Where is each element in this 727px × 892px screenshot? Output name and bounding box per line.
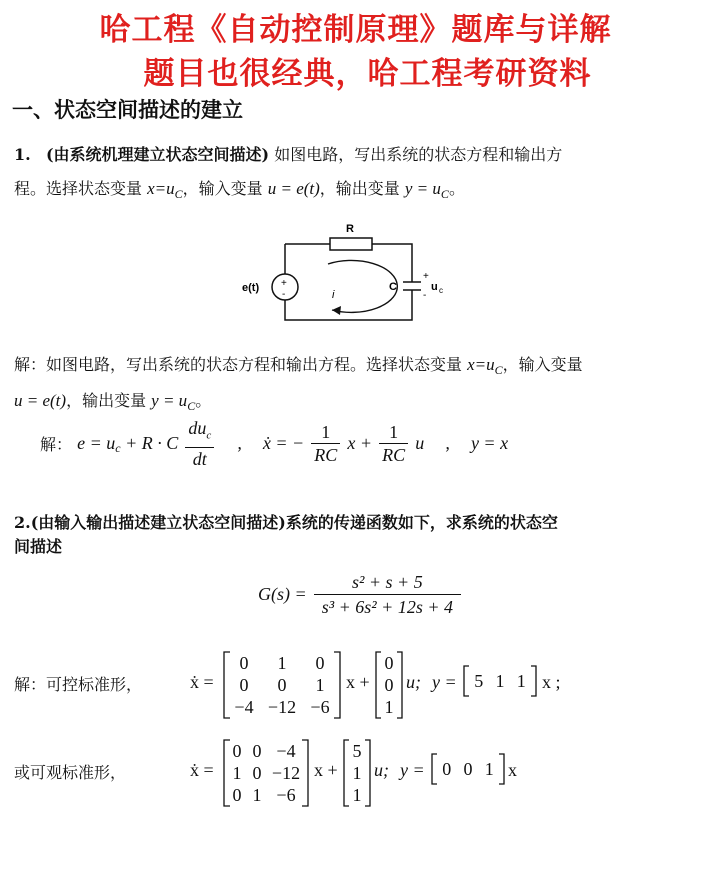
q2-line2: 间描述 xyxy=(14,537,63,556)
a1-text-b: ，输入变量 xyxy=(502,355,583,374)
a3-c2: 0 xyxy=(463,759,473,779)
a2-a11: 0 xyxy=(239,653,249,673)
a2-a23: 1 xyxy=(315,675,325,695)
a3-u-semi: u; xyxy=(374,760,389,780)
eq2-den2: RC xyxy=(382,444,406,465)
a2-xdot: ẋ = xyxy=(190,672,214,692)
a3-x-plus: x + xyxy=(314,760,338,780)
a3-label: 或可观标准形， xyxy=(14,763,127,782)
a3-a12: 0 xyxy=(252,741,262,761)
eq3: y = x xyxy=(470,432,509,453)
a1-var-u: u = e(t) xyxy=(14,391,67,410)
eq-comma1: , xyxy=(237,432,242,453)
a3-a11: 0 xyxy=(232,741,242,761)
a3-a32: 1 xyxy=(252,785,262,805)
q1-line1 xyxy=(14,138,562,172)
wire-top-right xyxy=(372,244,412,282)
source-label: e(t) xyxy=(242,282,260,294)
eq1-fraction xyxy=(185,418,214,469)
uc-label: u xyxy=(431,281,438,293)
eq1-mid: + R · C xyxy=(120,432,179,453)
a2-u-semi: u; xyxy=(406,672,421,692)
a3-x-end: x xyxy=(508,760,517,780)
a2-y-eq: y = xyxy=(432,672,457,692)
a3-matrix-b-cells xyxy=(342,740,372,806)
a3-a22: 0 xyxy=(252,763,262,783)
a2-c3: 1 xyxy=(516,671,526,691)
eq2-lhs: ẋ = − xyxy=(262,432,305,453)
a1-sub-c: C xyxy=(494,363,503,378)
a2-matrix-a-cells xyxy=(222,652,342,718)
a3-y-eq: y = xyxy=(400,760,425,780)
eq2-mid: x + xyxy=(347,432,373,453)
eq1-sub: c xyxy=(115,440,121,455)
a3-c3: 1 xyxy=(484,759,494,779)
eq-comma2: , xyxy=(445,432,450,453)
a2-a21: 0 xyxy=(239,675,249,695)
current-loop-arc xyxy=(328,260,397,312)
a2-a13: 0 xyxy=(315,653,325,673)
a2-a12: 1 xyxy=(277,653,287,673)
current-arrow-head xyxy=(332,306,341,315)
a2-b2: 0 xyxy=(384,675,394,695)
a3-matrix-a-cells xyxy=(222,740,310,806)
a2-a31: −4 xyxy=(234,697,254,717)
a1-var-y: y = u xyxy=(151,391,188,410)
a3-a13: −4 xyxy=(276,741,296,761)
a3-b3: 1 xyxy=(352,785,362,805)
source-minus: - xyxy=(282,289,286,300)
a2-b3: 1 xyxy=(384,697,394,717)
a1-text-d: 。 xyxy=(195,391,212,410)
a1-sub-c2: C xyxy=(187,399,196,414)
a3-a31: 0 xyxy=(232,785,242,805)
eq2-fraction1 xyxy=(311,422,340,465)
q2-line1: 2.(由输入输出描述建立状态空间描述)系统的传递函数如下，求系统的状态空 xyxy=(14,513,558,532)
q1-text-d: ，输出变量 xyxy=(319,179,405,198)
eq2-num2: 1 xyxy=(379,422,408,444)
g-den: s³ + 6s² + 12s + 4 xyxy=(321,597,453,617)
eq1-lhs: e = u xyxy=(77,432,116,453)
a3-a21: 1 xyxy=(232,763,242,783)
q1-text-a: 如图电路，写出系统的状态方程和输出方 xyxy=(269,145,563,164)
a3-matrix-c-cells xyxy=(430,759,506,780)
q1-text-e: 。 xyxy=(448,179,465,198)
rc-circuit-diagram xyxy=(240,218,480,328)
a2-c1: 5 xyxy=(474,671,484,691)
a3-a23: −12 xyxy=(271,763,301,783)
eq2-end: u xyxy=(415,432,425,453)
q1-text-b: 程。选择状态变量 xyxy=(14,179,148,198)
eq2-den1: RC xyxy=(314,444,338,465)
a1-var-x: x=u xyxy=(467,355,495,374)
a3-c1: 0 xyxy=(442,759,452,779)
q1-var-y: y = u xyxy=(404,179,441,198)
a2-a22: 0 xyxy=(277,675,287,695)
a3-b2: 1 xyxy=(352,763,362,783)
capacitor-plus: + xyxy=(423,271,429,282)
current-label: i xyxy=(332,289,335,301)
uc-sub: c xyxy=(439,286,443,295)
q1-var-u: u = e(t) xyxy=(267,179,320,198)
a1-text-a: 解：如图电路，写出系统的状态方程和输出方程。选择状态变量 xyxy=(14,355,468,374)
a2-x-end: x ; xyxy=(542,672,561,692)
eq2-num1: 1 xyxy=(311,422,340,444)
q1-sub-c: C xyxy=(174,187,183,202)
a2-label: 解：可控标准形， xyxy=(14,675,143,694)
resistor-label: R xyxy=(346,223,354,235)
q1-var-x: x=u xyxy=(147,179,175,198)
a1-jie: 解： xyxy=(40,434,73,454)
q1-line2 xyxy=(14,172,465,211)
a3-b1: 5 xyxy=(352,741,362,761)
eq2-fraction2 xyxy=(379,422,408,465)
g-num: s² + s + 5 xyxy=(314,572,461,595)
wire-bottom xyxy=(285,290,412,320)
eq1-den: dt xyxy=(192,448,207,469)
a2-a32: −12 xyxy=(267,697,297,717)
banner-title-line2: 题目也很经典，哈工程考研资料 xyxy=(143,56,592,92)
banner-title-line1: 哈工程《自动控制原理》题库与详解 xyxy=(99,12,612,48)
q1-sub-c2: C xyxy=(440,187,449,202)
a1-text-c: ，输出变量 xyxy=(66,391,152,410)
q1-tag: (由系统机理建立状态空间描述) xyxy=(45,145,270,164)
a1-line1 xyxy=(14,348,583,387)
g-fraction xyxy=(314,572,461,617)
a1-equations xyxy=(40,418,508,469)
capacitor-minus: - xyxy=(423,290,427,301)
a2-x-plus: x + xyxy=(346,672,370,692)
q1-text-c: ，输入变量 xyxy=(182,179,268,198)
eq1-num-sub: c xyxy=(206,429,212,442)
a2-matrix-c-cells xyxy=(462,671,538,692)
q1-number: 1. xyxy=(14,145,31,164)
g-lhs: G(s) = xyxy=(258,584,307,604)
a3-a33: −6 xyxy=(276,785,296,805)
eq1-num: du xyxy=(188,418,207,438)
resistor-symbol xyxy=(330,238,372,250)
a2-a33: −6 xyxy=(310,697,330,717)
a2-matrix-b-cells xyxy=(374,652,404,718)
capacitor-label: C xyxy=(389,281,397,293)
section-title: 一、状态空间描述的建立 xyxy=(12,98,243,122)
source-plus: + xyxy=(281,278,287,289)
a2-c2: 1 xyxy=(495,671,505,691)
a3-xdot: ẋ = xyxy=(190,760,214,780)
a2-b1: 0 xyxy=(384,653,394,673)
transfer-function xyxy=(258,572,463,617)
